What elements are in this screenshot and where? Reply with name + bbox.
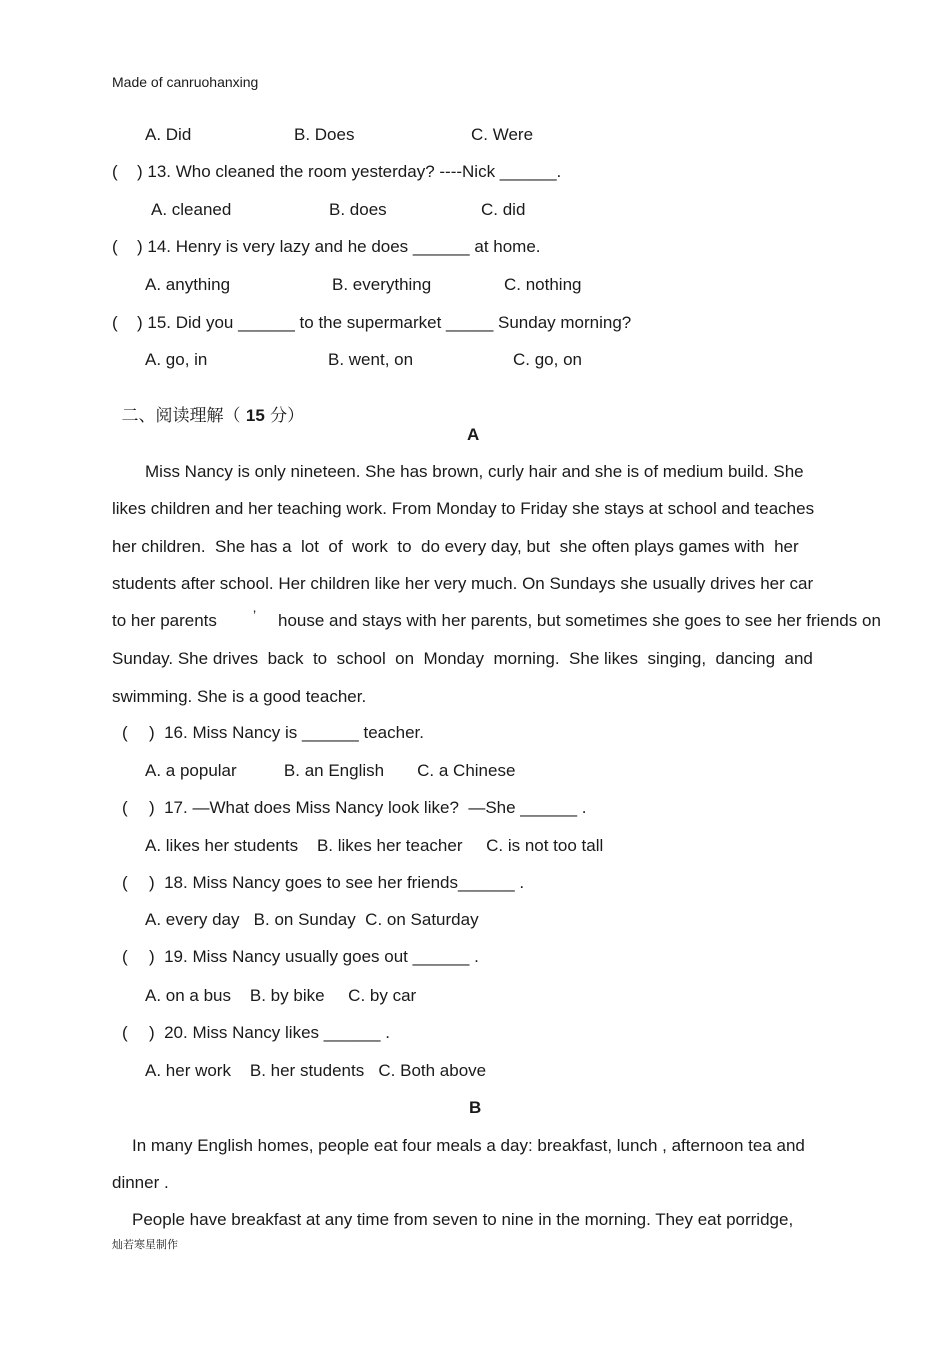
section-heading-suffix: 分） [264, 406, 305, 426]
q17-paren: ( [122, 798, 128, 817]
q14-text: ) 14. Henry is very lazy and he does ______ at home. [137, 237, 541, 256]
page-footer: 灿若寒星制作 [112, 1238, 178, 1251]
passage-b-line-1: In many English homes, people eat four meals a day: breakfast, lunch , afternoon tea and [132, 1136, 805, 1155]
passage-b-line-3: People have breakfast at any time from seven to nine in the morning. They eat porridge, [132, 1210, 794, 1229]
q15-option-c: C. go, on [513, 350, 582, 369]
passage-a-line-4: students after school. Her children like her very much. On Sundays she usually drives her car [112, 574, 814, 593]
q16-options: A. a popular B. an English C. a Chinese [145, 761, 516, 780]
q15-option-b: B. went, on [328, 350, 414, 369]
passage-a-line-5b: house and stays with her parents, but sometimes she goes to see her friends on [278, 611, 881, 630]
q14-option-a: A. anything [145, 275, 231, 294]
q20-options: A. her work B. her students C. Both above [145, 1061, 487, 1080]
page-header: Made of canruohanxing [112, 74, 259, 90]
q15-option-a: A. go, in [145, 350, 208, 369]
section-heading-prefix: 二、阅读理解（ [121, 406, 246, 426]
q18-options: A. every day B. on Sunday C. on Saturday [145, 910, 479, 929]
q12-option-a: A. Did [145, 125, 192, 144]
q14-option-b: B. everything [332, 275, 432, 294]
section-heading [112, 386, 304, 426]
passage-a-line-3: her children. She has a lot of work to do every day, but she often plays games with her [112, 537, 799, 556]
q20-paren: ( [122, 1023, 128, 1042]
q19-options: A. on a bus B. by bike C. by car [145, 986, 417, 1005]
passage-b-label: B [469, 1098, 482, 1117]
q17-text: ) 17. —What does Miss Nancy look like? —She ______ . [149, 798, 587, 817]
q14-option-c: C. nothing [504, 275, 582, 294]
passage-a-line-1: Miss Nancy is only nineteen. She has brown, curly hair and she is of medium build. She [145, 462, 804, 481]
passage-a-line-2: likes children and her teaching work. From Monday to Friday she stays at school and teaches [112, 499, 815, 518]
q13-paren: ( [112, 162, 118, 181]
q13-option-c: C. did [481, 200, 526, 219]
q15-text: ) 15. Did you ______ to the supermarket _____ Sunday morning? [137, 313, 632, 332]
q12-option-b: B. Does [294, 125, 355, 144]
q15-paren: ( [112, 313, 118, 332]
q16-paren: ( [122, 723, 128, 742]
q19-text: ) 19. Miss Nancy usually goes out ______ . [149, 947, 479, 966]
passage-a-line-5a: to her parents [112, 611, 217, 630]
q13-text: ) 13. Who cleaned the room yesterday? ----Nick ______. [137, 162, 562, 181]
q12-option-c: C. Were [471, 125, 534, 144]
passage-b-line-2: dinner . [112, 1173, 169, 1192]
q14-paren: ( [112, 237, 118, 256]
q17-options: A. likes her students B. likes her teacher C. is not too tall [145, 836, 604, 855]
section-heading-score: 15 [245, 406, 265, 425]
passage-a-label: A [467, 425, 480, 444]
passage-a-line-7: swimming. She is a good teacher. [112, 687, 367, 706]
passage-a-line-5-mark: ’ [253, 607, 257, 623]
q18-paren: ( [122, 873, 128, 892]
q18-text: ) 18. Miss Nancy goes to see her friends______ . [149, 873, 525, 892]
q19-paren: ( [122, 947, 128, 966]
q13-option-a: A. cleaned [151, 200, 232, 219]
q13-option-b: B. does [329, 200, 387, 219]
q20-text: ) 20. Miss Nancy likes ______ . [149, 1023, 390, 1042]
passage-a-line-6: Sunday. She drives back to school on Monday morning. She likes singing, dancing and [112, 649, 813, 668]
q16-text: ) 16. Miss Nancy is ______ teacher. [149, 723, 424, 742]
